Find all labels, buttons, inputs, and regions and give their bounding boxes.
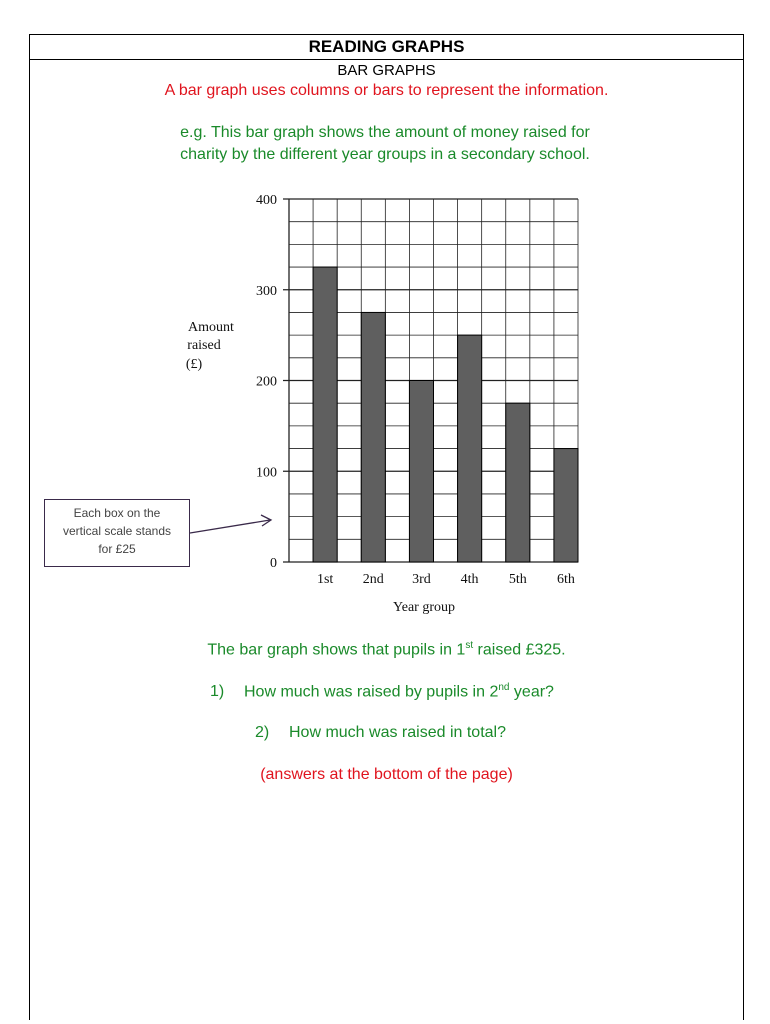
x-tick-label: 5th <box>508 572 527 587</box>
question-1-after: year? <box>509 683 554 701</box>
page-subtitle: BAR GRAPHS <box>337 62 436 79</box>
x-tick-label: 6th <box>557 572 575 587</box>
question-2-number: 2) <box>255 724 270 741</box>
x-axis-label: Year group <box>393 600 455 615</box>
y-tick-label: 400 <box>256 193 277 208</box>
y-tick-label: 200 <box>256 374 277 390</box>
y-tick-label: 300 <box>256 283 277 299</box>
statement-after: raised £325. <box>473 641 566 659</box>
scale-note-line-2: vertical scale stands <box>62 524 172 538</box>
bar-1st <box>313 267 337 562</box>
bar-3rd <box>409 381 433 563</box>
y-axis-label-line-3: (£) <box>185 357 203 372</box>
bar-2nd <box>361 312 385 562</box>
note-arrow <box>190 515 271 533</box>
bar-6th <box>554 449 578 562</box>
x-tick-label: 4th <box>460 572 479 587</box>
x-tick-label: 1st <box>316 572 334 587</box>
example-line-1: e.g. This bar graph shows the amount of money raised for <box>180 124 590 141</box>
statement-text <box>29 640 744 659</box>
y-tick-label: 100 <box>256 465 277 481</box>
x-tick-label: 3rd <box>412 572 431 587</box>
question-2 <box>255 724 655 742</box>
answers-note: (answers at the bottom of the page) <box>260 766 513 783</box>
question-1-number: 1) <box>210 683 225 701</box>
example-line-2: charity by the different year groups in a secondary school. <box>180 146 590 163</box>
statement-before: The bar graph shows that pupils in 1 <box>207 641 466 659</box>
scale-note-box <box>44 499 190 567</box>
x-tick-label: 2nd <box>362 572 384 587</box>
statement-sup: st <box>465 640 474 651</box>
question-1 <box>210 682 730 701</box>
question-2-text: How much was raised in total? <box>289 724 506 741</box>
scale-note-line-3: for £25 <box>98 542 136 556</box>
page-title: READING GRAPHS <box>308 37 465 56</box>
y-axis-label-line-2: raised <box>187 338 221 353</box>
y-axis-label-line-1: Amount <box>188 320 234 335</box>
bar-5th <box>506 403 530 562</box>
bar-4th <box>458 335 482 562</box>
definition-text: A bar graph uses columns or bars to represent the information. <box>164 82 609 99</box>
x-tick-labels <box>317 572 575 587</box>
y-tick-label: 0 <box>270 556 277 571</box>
chart-bars <box>313 267 578 562</box>
question-1-before: How much was raised by pupils in 2 <box>244 683 499 701</box>
scale-note-line-1: Each box on the <box>73 506 161 520</box>
question-1-sup: nd <box>498 682 510 693</box>
y-tick-labels <box>256 193 277 571</box>
